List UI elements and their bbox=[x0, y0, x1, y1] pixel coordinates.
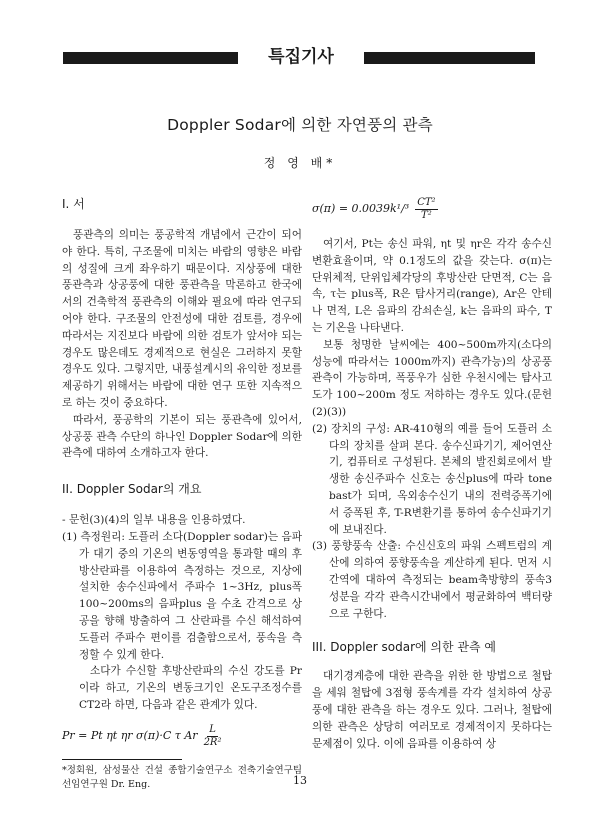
symbols-paragraph: 여기서, Pt는 송신 파워, ηt 및 ηr은 각각 송수신 변환효율이며, 약 0.1정도의 값을 갖는다. σ(π)는 단위체적, 단위입체각당의 후방산란 단면적, C는 음속, τ는 plus폭, R은 탐사거리(range), Ar은 안테나 면적, L은 음파의 감쇠손실, k는 음파의 파수, T는 기온을 나타낸다. bbox=[312, 238, 552, 334]
formula-backscatter-body: σ(π) = 0.0039k¹/³ bbox=[312, 202, 410, 216]
measurement-relation-text: 소다가 수신할 후방산란파의 수신 강도를 Pr이라 하고, 기온의 변동크기인 온도구조정수를 CT2라 하면, 다음과 같은 관계가 있다. bbox=[79, 665, 302, 711]
intro-paragraph-1: 풍관측의 의미는 풍공학적 개념에서 근간이 되어야 한다. 특히, 구조물에 미치는 바람의 영향은 바람의 성질에 크게 좌우하기 때문이다. 지상풍에 대한 풍관측과 상공풍에 대한 풍관측을 막론하고 한국에서의 건축학적 풍관측의 이해와 필요에 따라 연구되어야 한다. 구조물의 안전성에 대한 검토를, 경우에 따라서는 지진보다 바람에 의한 검토가 앞서야 되는 경우도 많은데도 경제적으로 현실은 그러하지 못할 경우도 있다. 그렇지만, 내풍설계시의 유익한 정보를 제공하기 위해서는 바람에 대한 연구 또한 지속적으로 하는 것이 중요하다. bbox=[62, 229, 302, 409]
formula-backscatter-numerator: CT² bbox=[417, 197, 436, 208]
list-item-measurement-principle: (1) 측정원리: 도플러 소다(Doppler sodar)는 음파가 대기 중의 기온의 변동영역을 통과할 때의 후방산란파를 이용하여 측정하는 것으로, 지상에 설치한 송수신파에서 주파수 1~3Hz, plus폭 100~200ms의 음파plus 을 수초 간격으로 상공을 향해 방출하여 그 산란파를 수신 해석하여 도플러 주파수 편이를 검출함으로서, 풍속을 측정할 수 있게 한다. bbox=[62, 530, 302, 661]
author-footnote: *정회원, 삼성물산 건설 종합기술연구소 전축기술연구팀 선임연구원 Dr. Eng. bbox=[62, 764, 302, 790]
list-item-wind-calculation: (3) 풍향풍속 산출: 수신신호의 파워 스펙트럼의 계산에 의하여 풍향풍속을 계산하게 된다. 먼저 시간역에 대하여 측정되는 beam축방향의 풍속3성분을 각각 관측시간내에서 평균화하여 백터량으로 구한다. bbox=[312, 540, 552, 620]
formula-received-power bbox=[62, 724, 302, 749]
section-heading-intro: I. 서 bbox=[62, 197, 85, 211]
citation-note: - 문헌(3)(4)의 일부 내용을 인용하였다. bbox=[62, 514, 246, 527]
right-column bbox=[312, 197, 552, 752]
formula-backscatter-fraction bbox=[415, 197, 437, 222]
left-column bbox=[62, 195, 302, 792]
formula-backscatter-denominator: T² bbox=[421, 210, 432, 221]
page-number: 13 bbox=[293, 774, 307, 787]
list-item-device-configuration: (2) 장치의 구성: AR-410형의 예를 들어 도플러 소다의 장치를 살펴 본다. 송수신파기기, 제어연산기, 컴퓨터로 구성된다. 본체의 발진회로에서 발생한 송신주파수 신호는 송신plus에 따라 tone bast가 되며, 옥외송수신기 내의 전력증폭기에서 증폭된 후, T-R변환기를 통하여 송수신파기기에 보내진다. bbox=[312, 422, 552, 536]
formula-received-power-body: Pr = Pt ηt ηr σ(π)·C τ Ar bbox=[62, 728, 198, 742]
section-header-label: 특집기사 bbox=[238, 43, 364, 71]
section-heading-overview: II. Doppler Sodar의 개요 bbox=[62, 482, 202, 497]
formula-received-power-fraction bbox=[204, 724, 222, 749]
article-title: Doppler Sodar에 의한 자연풍의 관측 bbox=[167, 116, 433, 134]
article-author: 정 영 배* bbox=[263, 156, 337, 170]
observation-paragraph: 대기경계층에 대한 관측을 위한 한 방법으로 철탑을 세워 철탑에 3점형 풍속계를 각각 설치하여 상공풍에 대한 관측을 하는 경우도 있다. 그러나, 철탑에 의한 관측은 상당히 여러모로 경제적이지 못하다는 문제점이 있다. 이에 음파를 이용하여 상 bbox=[312, 670, 552, 750]
formula-received-power-numerator: L bbox=[209, 723, 216, 735]
range-paragraph: 보통 청명한 날씨에는 400~500m까지(소다의 성능에 따라서는 1000m까지) 관측가능)의 상공풍 관측이 가능하며, 폭풍우가 심한 우천시에는 탐사고도가 100~200m 정도 저하하는 경우도 있다.(문헌(2)(3)) bbox=[312, 338, 552, 418]
footnote-rule bbox=[62, 759, 182, 760]
intro-paragraph-2: 따라서, 풍공학의 기본이 되는 풍관측에 있어서, 상공풍 관측 수단의 하나인 Doppler Sodar에 의한 관측에 대하여 소개하고자 한다. bbox=[62, 413, 302, 460]
section-heading-observation-example: III. Doppler sodar에 의한 관측 예 bbox=[312, 640, 497, 655]
formula-received-power-denominator: 2R² bbox=[203, 736, 222, 748]
formula-backscatter bbox=[312, 197, 552, 222]
